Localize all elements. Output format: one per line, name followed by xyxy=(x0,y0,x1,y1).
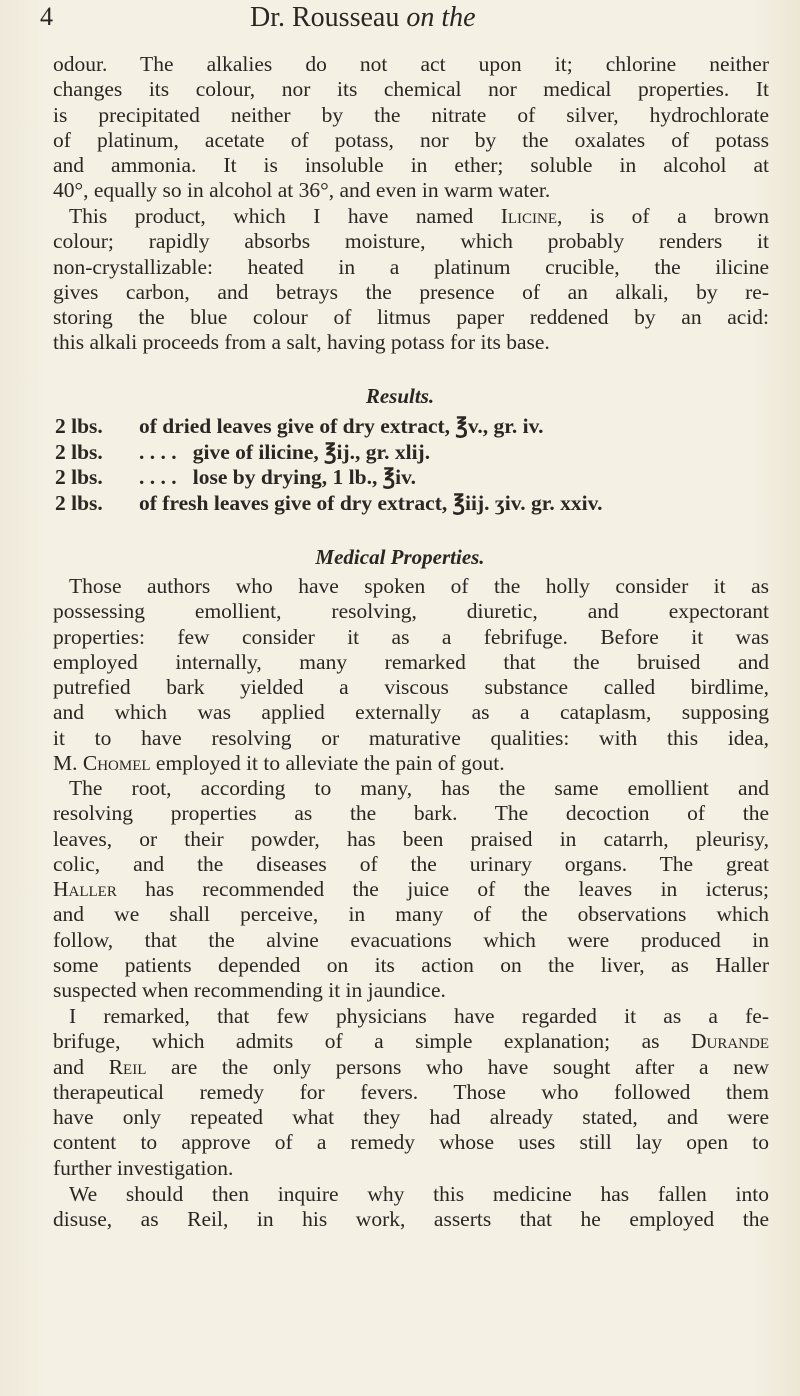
text-line: content to approve of a remedy whose uses still lay open to xyxy=(53,1130,769,1155)
text-line: have only repeated what they had already stated, and were xyxy=(53,1105,769,1130)
text-line: storing the blue colour of litmus paper reddened by an acid: xyxy=(53,305,769,330)
text-line: employed internally, many remarked that the bruised and xyxy=(53,649,769,674)
text-line: I remarked, that few physicians have regarded it as a fe- xyxy=(69,1004,769,1028)
results-row xyxy=(55,465,775,491)
medical-paragraph-4 xyxy=(53,1182,769,1233)
text-line: possessing emollient, resolving, diuretic, and expectorant xyxy=(53,599,769,624)
text-line: odour. The alkalies do not act upon it; chlorine neither xyxy=(53,52,769,76)
text-run: , is of a brown xyxy=(557,204,770,228)
results-row xyxy=(55,440,775,466)
text-line: colour; rapidly absorbs moisture, which probably renders it xyxy=(53,229,769,254)
text-run: and xyxy=(53,1054,85,1079)
text-line: non-crystallizable: heated in a platinum crucible, the ilicine xyxy=(53,254,769,279)
text-line: changes its colour, nor its chemical nor medical properties. It xyxy=(53,77,769,102)
text-line: this alkali proceeds from a salt, having potass for its base. xyxy=(53,330,550,355)
results-list xyxy=(55,414,775,516)
text-line: The root, according to many, has the same emollient and xyxy=(69,776,769,800)
medical-paragraph-3 xyxy=(53,1004,769,1181)
results-row xyxy=(55,491,775,517)
running-head-italic: on the xyxy=(406,2,476,33)
text-line: colic, and the diseases of the urinary organs. The great xyxy=(53,851,769,876)
paragraph-1 xyxy=(53,52,769,204)
text-line: follow, that the alvine evacuations which were produced in xyxy=(53,927,769,952)
page-header xyxy=(0,0,800,36)
running-head-name: Dr. Rousseau xyxy=(250,2,400,33)
text-line xyxy=(53,1055,769,1080)
results-qty: 2 lbs. xyxy=(55,439,103,464)
text-line: further investigation. xyxy=(53,1155,234,1180)
text-line: gives carbon, and betrays the presence of an alkali, by re- xyxy=(53,279,769,304)
results-text: . . . . give of ilicine, ℥ij., gr. xlij. xyxy=(139,439,431,464)
text-line: suspected when recommending it in jaundice. xyxy=(53,978,446,1003)
results-qty: 2 lbs. xyxy=(55,490,103,515)
text-line xyxy=(53,204,769,229)
results-text: of fresh leaves give of dry extract, ℥iij. ʒiv. gr. xxiv. xyxy=(139,490,603,515)
text-run: are the only persons who have sought after a new xyxy=(171,1054,769,1079)
medical-paragraph-1 xyxy=(53,574,769,776)
text-line: putrefied bark yielded a viscous substance called birdlime, xyxy=(53,675,769,700)
text-run: brifuge, which admits of a simple explanation; as xyxy=(53,1029,660,1054)
text-line: some patients depended on its action on the liver, as Haller xyxy=(53,953,769,978)
text-line: is precipitated neither by the nitrate of silver, hydrochlorate xyxy=(53,102,769,127)
text-line: properties: few consider it as a febrifuge. Before it was xyxy=(53,624,769,649)
text-line: and which was applied externally as a cataplasm, supposing xyxy=(53,700,769,725)
name-chomel: Chomel xyxy=(82,751,151,776)
text-line: leaves, or their powder, has been praised in catarrh, pleurisy, xyxy=(53,826,769,851)
text-line xyxy=(53,751,769,776)
results-text: of dried leaves give of dry extract, ℥v., gr. iv. xyxy=(139,414,544,438)
results-qty: 2 lbs. xyxy=(55,465,103,490)
text-run: employed it to alleviate the pain of gout. xyxy=(155,751,505,776)
text-line xyxy=(53,877,769,902)
running-head xyxy=(250,2,476,34)
text-line: therapeutical remedy for fevers. Those who followed them xyxy=(53,1079,769,1104)
paragraph-2 xyxy=(53,204,769,356)
text-line: and we shall perceive, in many of the observations which xyxy=(53,902,769,927)
results-heading: Results. xyxy=(365,384,435,408)
text-run: M. xyxy=(53,751,78,776)
medical-paragraph-2 xyxy=(53,776,769,1004)
text-line: 40°, equally so in alcohol at 36°, and even in warm water. xyxy=(53,178,551,203)
text-run: This product, which I have named xyxy=(69,204,474,228)
results-text: . . . . lose by drying, 1 lb., ℥iv. xyxy=(139,465,417,490)
text-line xyxy=(53,1029,769,1054)
text-line: it to have resolving or maturative qualities: with this idea, xyxy=(53,725,769,750)
text-line: Those authors who have spoken of the holly consider it as xyxy=(69,574,769,598)
page-number: 4 xyxy=(40,2,53,31)
text-line: We should then inquire why this medicine has fallen into xyxy=(69,1182,769,1206)
results-row xyxy=(55,414,775,440)
text-line: disuse, as Reil, in his work, asserts that he employed the xyxy=(53,1207,769,1232)
name-haller: Haller xyxy=(53,877,117,902)
medical-heading: Medical Properties. xyxy=(315,545,485,569)
name-reil: Reil xyxy=(108,1054,147,1079)
name-durande: Durande xyxy=(690,1029,770,1054)
term-ilicine: Ilicine xyxy=(500,204,558,228)
text-line: and ammonia. It is insoluble in ether; soluble in alcohol at xyxy=(53,153,769,178)
text-run: has recommended the juice of the leaves in icterus; xyxy=(145,877,769,902)
text-line: resolving properties as the bark. The decoction of the xyxy=(53,801,769,826)
results-qty: 2 lbs. xyxy=(55,414,103,438)
text-line: of platinum, acetate of potass, nor by the oxalates of potass xyxy=(53,127,769,152)
